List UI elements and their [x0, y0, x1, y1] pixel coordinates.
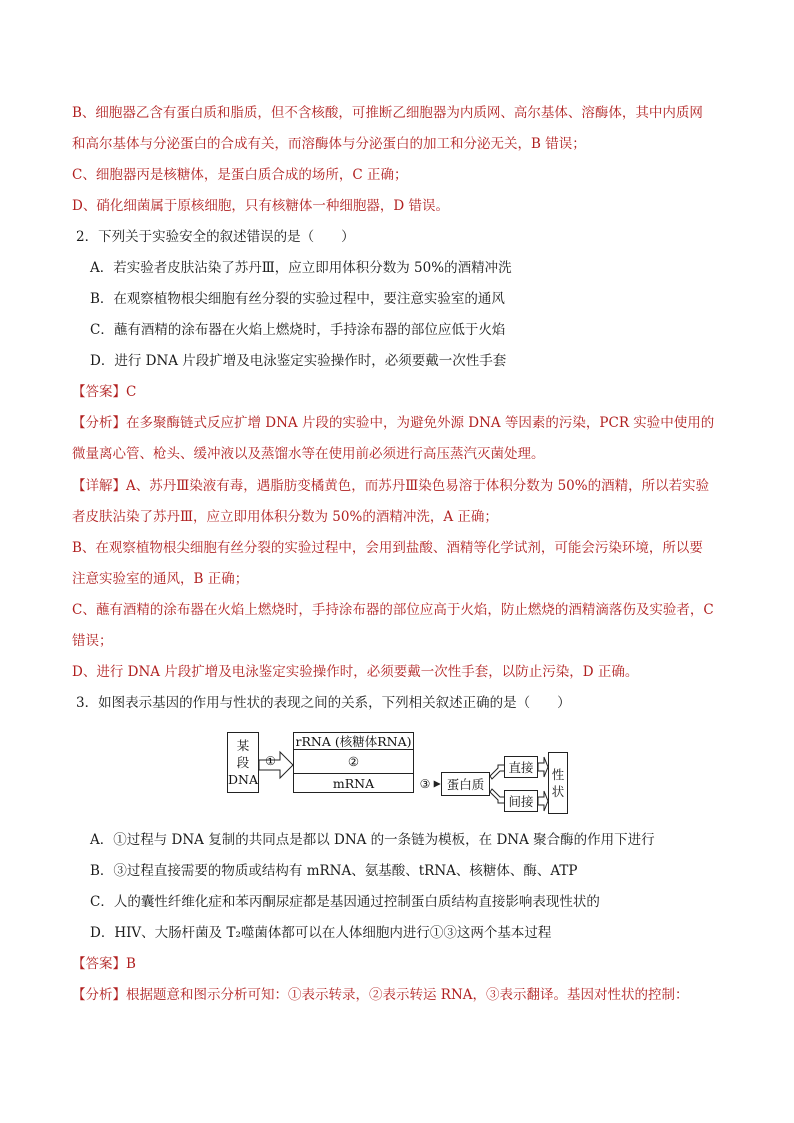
q3-analysis-tag: 【分析】 — [72, 987, 126, 1003]
detail-d: D、硝化细菌属于原核细胞，只有核糖体一种细胞器，D 错误。 — [72, 198, 449, 214]
trait-char2: 状 — [551, 784, 565, 799]
dna-box-char3: DNA — [228, 772, 258, 787]
step3-label: ③ — [419, 776, 431, 791]
question-2-stem: 2．下列关于实验安全的叙述错误的是（ ） — [76, 229, 355, 245]
q3-option-d: D．HIV、大肠杆菌及 T₂噬菌体都可以在人体细胞内进行①③这两个基本过程 — [90, 925, 552, 941]
question-3-stem: 3．如图表示基因的作用与性状的表现之间的关系，下列相关叙述正确的是（ ） — [76, 695, 571, 711]
q2-analysis-line2: 微量离心管、枪头、缓冲液以及蒸馏水等在使用前必须进行高压蒸汽灭菌处理。 — [72, 446, 545, 462]
direct-box: 直接 — [504, 756, 538, 778]
q2-option-d: D．进行 DNA 片段扩增及电泳鉴定实验操作时，必须要戴一次性手套 — [90, 353, 507, 369]
q2-detail-line4: 注意实验室的通风，B 正确； — [72, 571, 249, 587]
detail-b-line1: B、细胞器乙含有蛋白质和脂质，但不含核酸，可推断乙细胞器为内质网、高尔基体、溶酶体，其中内质网 — [72, 105, 703, 121]
q2-detail-text1: A、苏丹Ⅲ染液有毒，遇脂肪变橘黄色，而苏丹Ⅲ染色易溶于体积分数为 50%的酒精，所以若实验 — [126, 478, 710, 494]
q3-option-c: C．人的囊性纤维化症和苯丙酮尿症都是基因通过控制蛋白质结构直接影响表现性状的 — [90, 894, 600, 910]
q2-analysis-tag: 【分析】 — [72, 415, 126, 431]
q2-detail-line7: D、进行 DNA 片段扩增及电泳鉴定实验操作时，必须要戴一次性手套，以防止污染，D 正确。 — [72, 664, 639, 680]
dna-box-char1: 某 — [236, 738, 250, 753]
protein-box: 蛋白质 — [441, 772, 490, 796]
q2-answer-value: C — [126, 384, 137, 400]
q2-detail-line3: B、在观察植物根尖细胞有丝分裂的实验过程中，会用到盐酸、酒精等化学试剂，可能会污染环境，所以要 — [72, 540, 703, 556]
arrow-indirect-to-trait — [538, 791, 548, 811]
q3-option-a: A．①过程与 DNA 复制的共同点是都以 DNA 的一条链为模板，在 DNA 聚合酶的作用下进行 — [90, 832, 655, 848]
q3-answer-value: B — [126, 956, 136, 972]
mrna-box: mRNA — [293, 773, 414, 793]
q3-analysis-text1: 根据题意和图示分析可知：①表示转录，②表示转运 RNA，③表示翻译。基因对性状的控制： — [126, 987, 689, 1003]
q2-detail-line2: 者皮肤沾染了苏丹Ⅲ，应立即用体积分数为 50%的酒精冲洗，A 正确； — [72, 509, 498, 525]
q2-detail-line5: C、蘸有酒精的涂布器在火焰上燃烧时，手持涂布器的部位应高于火焰，防止燃烧的酒精滴落伤及实验者，C — [72, 602, 714, 618]
detail-b-line2: 和高尔基体与分泌蛋白的合成有关，而溶酶体与分泌蛋白的加工和分泌无关，B 错误； — [72, 136, 586, 152]
dna-box — [227, 732, 259, 793]
trait-char1: 性 — [551, 767, 565, 782]
q2-option-b: B．在观察植物根尖细胞有丝分裂的实验过程中，要注意实验室的通风 — [90, 291, 505, 307]
q2-analysis-text1: 在多聚酶链式反应扩增 DNA 片段的实验中，为避免外源 DNA 等因素的污染，PCR 实验中使用的 — [126, 415, 715, 431]
q3-analysis-line1 — [72, 986, 689, 1004]
detail-c: C、细胞器丙是核糖体，是蛋白质合成的场所，C 正确； — [72, 167, 408, 183]
q2-detail-line6: 错误； — [72, 633, 113, 649]
q2-option-c: C．蘸有酒精的涂布器在火焰上燃烧时，手持涂布器的部位应低于火焰 — [90, 322, 506, 338]
step1-label: ① — [265, 754, 276, 768]
q3-option-b: B．③过程直接需要的物质或结构有 mRNA、氨基酸、tRNA、核糖体、酶、ATP — [90, 863, 578, 879]
step2-box: ② — [293, 749, 414, 774]
q2-detail-tag: 【详解】 — [72, 478, 126, 494]
trait-box — [548, 752, 568, 814]
q2-option-a: A．若实验者皮肤沾染了苏丹Ⅲ，应立即用体积分数为 50%的酒精冲洗 — [90, 260, 512, 276]
q3-answer-tag: 【答案】 — [72, 956, 126, 972]
indirect-box: 间接 — [504, 790, 538, 812]
q3-answer — [72, 955, 136, 973]
dna-box-char2: 段 — [236, 755, 250, 770]
rrna-box: rRNA (核糖体RNA) — [293, 732, 414, 750]
q2-answer-tag: 【答案】 — [72, 384, 126, 400]
arrow-direct-to-trait — [538, 757, 548, 777]
